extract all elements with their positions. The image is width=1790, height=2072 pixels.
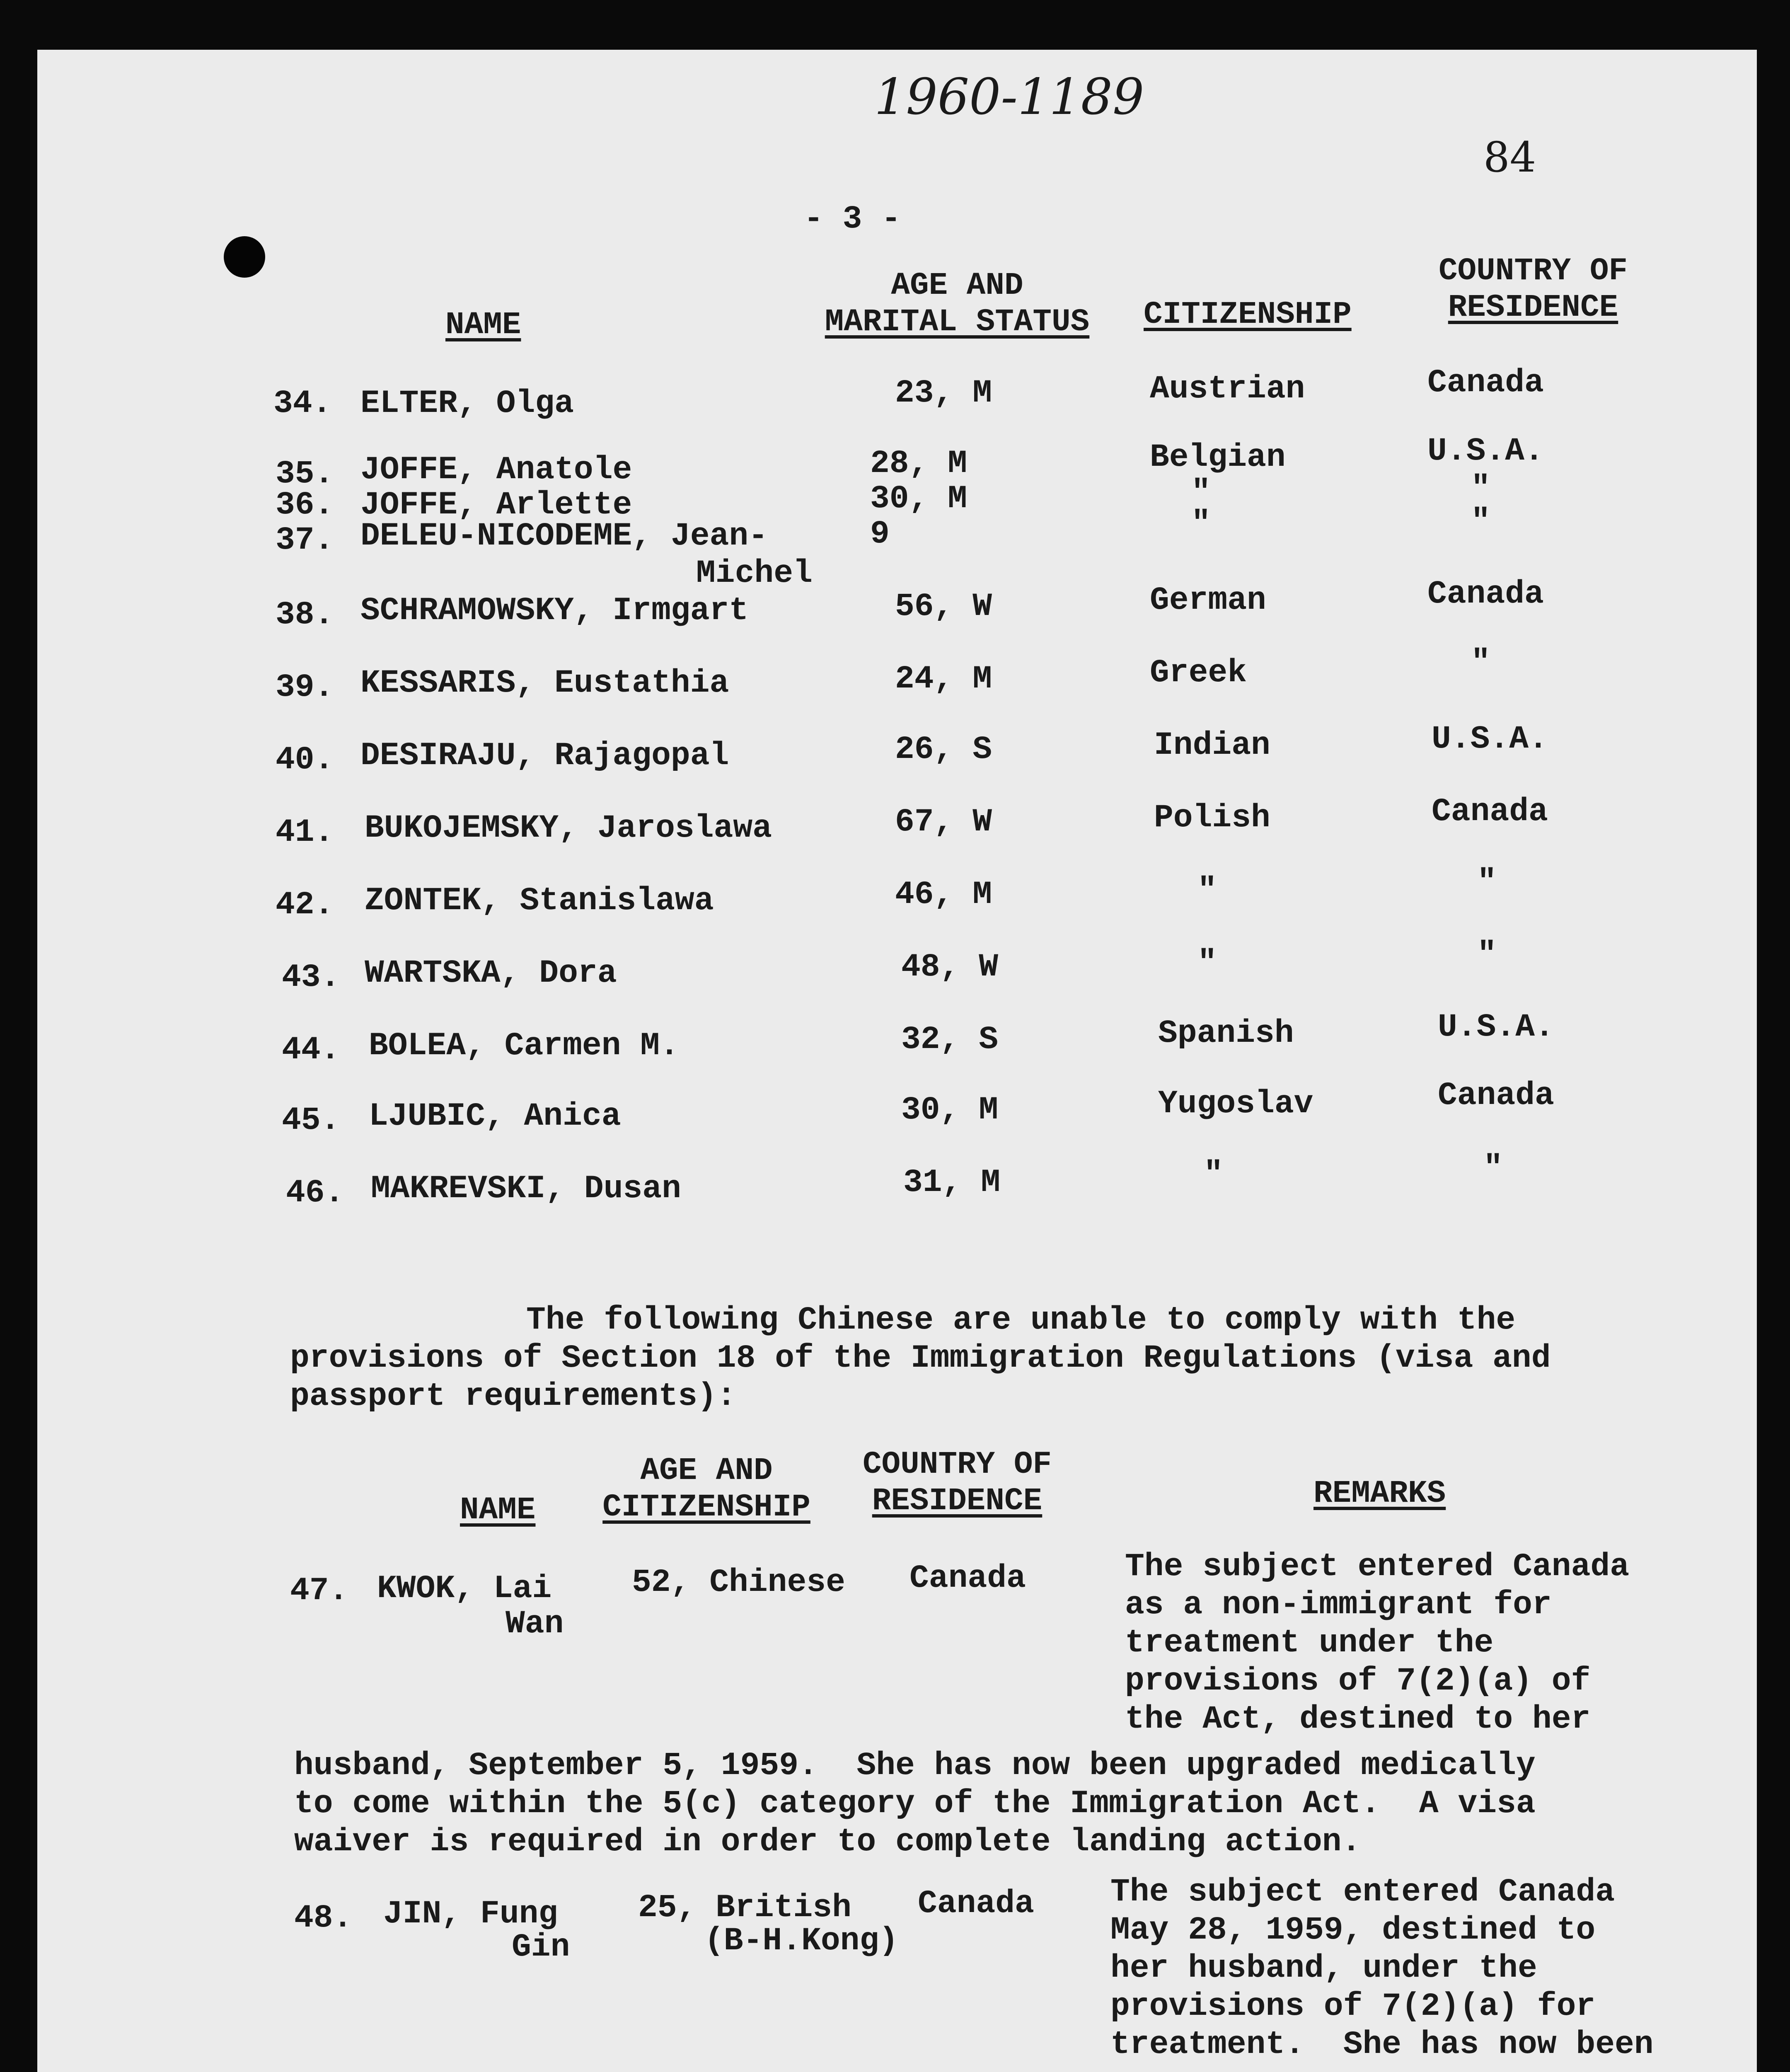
table1-header-citizenship: CITIZENSHIP: [1144, 297, 1352, 332]
table2-header-name: NAME: [460, 1492, 536, 1528]
table2-header-age-citizenship: AGE AND CITIZENSHIP: [602, 1453, 810, 1525]
page-stamp-number: 84: [1483, 133, 1536, 182]
handwritten-file-reference: 1960-1189: [874, 68, 1144, 126]
table1-header-age: AGE AND MARITAL STATUS: [825, 268, 1090, 340]
table1-header-name: NAME: [445, 307, 521, 343]
paragraph-chinese-visa: The following Chinese are unable to comply with the provisions of Section 18 of the Immigration Regulations (visa and passport requirements):: [290, 1302, 1551, 1415]
table2-header-remarks: REMARKS: [1313, 1476, 1446, 1511]
page-marker: - 3 -: [804, 201, 901, 237]
table2-header-residence: COUNTRY OF RESIDENCE: [862, 1447, 1052, 1519]
table1-header-residence: COUNTRY OF RESIDENCE: [1438, 253, 1628, 325]
punch-hole: [224, 236, 265, 278]
